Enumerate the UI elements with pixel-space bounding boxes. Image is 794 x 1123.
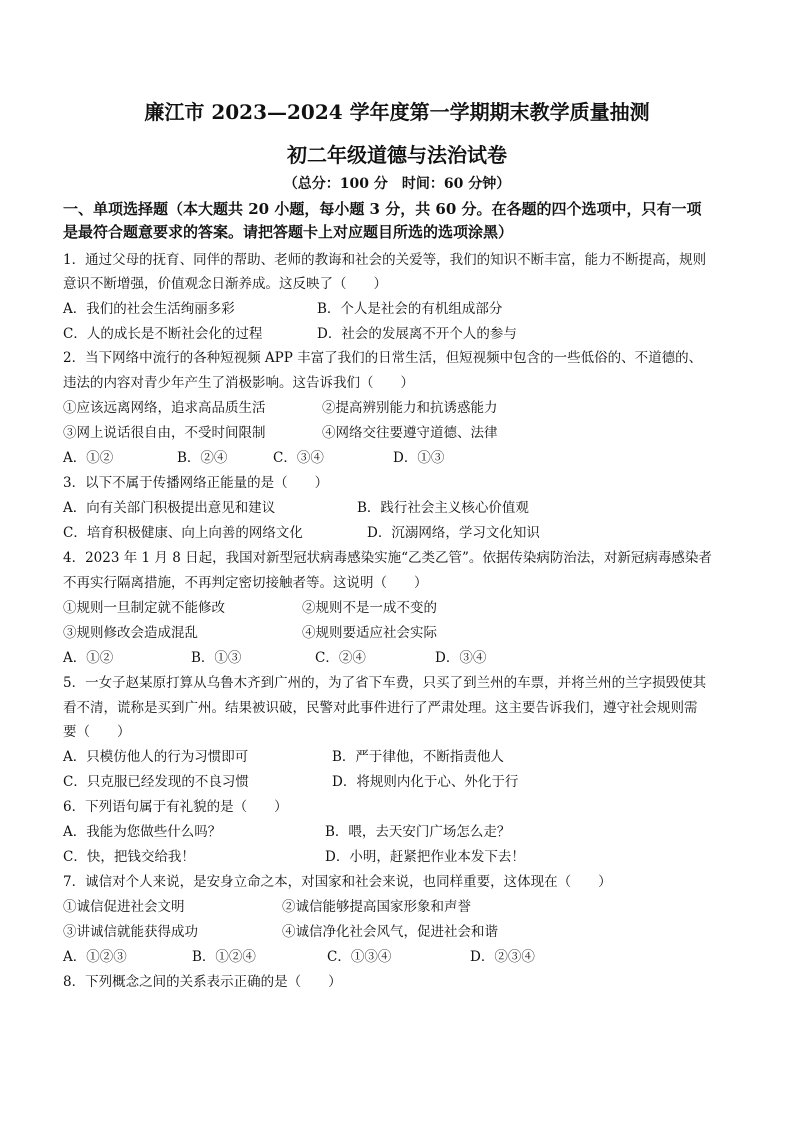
q1-stem-line-2: 意识不断增强，价值观念日渐养成。这反映了（ ） (63, 276, 387, 292)
q6-option-d: D．小明，赶紧把作业本发下去！ (325, 849, 525, 865)
exam-subtitle: 初二年级道德与法治试卷 (287, 143, 507, 167)
q7-option-c: C．①③④ (327, 949, 392, 965)
q2-statement-2: ②提高辨别能力和抗诱惑能力 (322, 400, 498, 416)
section-heading-line-2: 是最符合题意要求的答案。请把答题卡上对应题目所选的选项涂黑） (63, 223, 514, 241)
q7-statement-4: ④诚信净化社会风气，促进社会和谐 (282, 924, 498, 940)
q5-option-a: A．只模仿他人的行为习惯即可 (63, 749, 249, 765)
q7-option-d: D．②③④ (470, 949, 535, 965)
q5-stem-line-2: 看不清，谎称是买到广州。结果被识破，民警对此事件进行了严肃处理。这主要告诉我们，遵守社会规则需 (63, 700, 698, 716)
q3-option-c: C．培育积极健康、向上向善的网络文化 (63, 525, 303, 541)
q4-stem-line-2: 不再实行隔离措施，不再判定密切接触者等。这说明（ ） (63, 575, 428, 591)
q2-statement-1: ①应该远离网络，追求高品质生活 (63, 400, 266, 416)
q4-option-a: A．①② (63, 650, 114, 666)
q6-stem: 6．下列语句属于有礼貌的是（ ） (63, 799, 288, 815)
q6-option-a: A．我能为您做些什么吗？ (63, 824, 222, 840)
q5-option-b: B．严于律他，不断指责他人 (332, 749, 504, 765)
q2-statement-4: ④网络交往要遵守道德、法律 (322, 425, 498, 441)
q2-option-b: B．②④ (177, 450, 228, 466)
q4-statement-2: ②规则不是一成不变的 (302, 600, 437, 616)
q4-stem-line-1: 4．2023 年 1 月 8 日起，我国对新型冠状病毒感染实施“乙类乙管”。依据传染病防治法，对新冠病毒感染者 (63, 550, 712, 566)
q2-option-d: D．①③ (393, 450, 445, 466)
q2-statement-3: ③网上说话很自由，不受时间限制 (63, 425, 266, 441)
q1-option-a: A．我们的社会生活绚丽多彩 (63, 301, 235, 317)
q3-option-b: B．践行社会主义核心价值观 (357, 500, 529, 516)
exam-meta: （总分：100 分 时间：60 分钟） (283, 176, 511, 192)
q7-statement-2: ②诚信能够提高国家形象和声誉 (282, 899, 471, 915)
q3-option-a: A．向有关部门积极提出意见和建议 (63, 500, 276, 516)
q4-option-b: B．①③ (191, 650, 242, 666)
q1-option-c: C．人的成长是不断社会化的过程 (63, 326, 263, 342)
q4-statement-4: ④规则要适应社会实际 (302, 625, 437, 641)
q3-option-d: D．沉溺网络，学习文化知识 (367, 525, 540, 541)
q8-stem: 8．下列概念之间的关系表示正确的是（ ） (63, 974, 342, 990)
q1-option-b: B．个人是社会的有机组成部分 (317, 301, 503, 317)
q6-option-c: C．快，把钱交给我！ (63, 849, 195, 865)
q4-statement-3: ③规则修改会造成混乱 (63, 625, 198, 641)
q5-option-c: C．只克服已经发现的不良习惯 (63, 774, 249, 790)
q7-option-b: B．①②④ (192, 949, 256, 965)
exam-title: 廉江市 2023—2024 学年度第一学期期末教学质量抽测 (144, 100, 650, 124)
q2-option-a: A．①② (63, 450, 114, 466)
section-heading (63, 198, 739, 244)
q2-stem-line-2: 违法的内容对青少年产生了消极影响。这告诉我们（ ） (63, 375, 414, 391)
q3-stem: 3．以下不属于传播网络正能量的是（ ） (63, 475, 329, 491)
q7-stem: 7．诚信对个人来说，是安身立命之本，对国家和社会来说，也同样重要，这体现在（ ） (63, 874, 612, 890)
q7-option-a: A．①②③ (63, 949, 127, 965)
section-heading-line-1: 一、单项选择题（本大题共 20 小题，每小题 3 分，共 60 分。在各题的四个选项中，只有一项 (63, 200, 702, 218)
q4-option-c: C．②④ (315, 650, 366, 666)
q7-statement-1: ①诚信促进社会文明 (63, 899, 185, 915)
q4-statement-1: ①规则一旦制定就不能修改 (63, 600, 225, 616)
q1-option-d: D．社会的发展离不开个人的参与 (317, 326, 517, 342)
q6-option-b: B．喂，去天安门广场怎么走？ (325, 824, 511, 840)
q5-option-d: D．将规则内化于心、外化于行 (332, 774, 519, 790)
q2-stem-line-1: 2．当下网络中流行的各种短视频 APP 丰富了我们的日常生活，但短视频中包含的一些低俗的、不道德的、 (63, 350, 703, 366)
q5-stem-line-3: 要（ ） (63, 724, 131, 740)
q2-option-c: C．③④ (273, 450, 324, 466)
q5-stem-line-1: 5．一女子赵某原打算从乌鲁木齐到广州的，为了省下车费，只买了到兰州的车票，并将兰州的兰字损毁使其 (63, 675, 707, 691)
q7-statement-3: ③讲诚信就能获得成功 (63, 924, 198, 940)
q4-option-d: D．③④ (435, 650, 487, 666)
q1-stem-line-1: 1．通过父母的抚育、同伴的帮助、老师的教诲和社会的关爱等，我们的知识不断丰富，能力不断提高，规则 (63, 252, 707, 268)
